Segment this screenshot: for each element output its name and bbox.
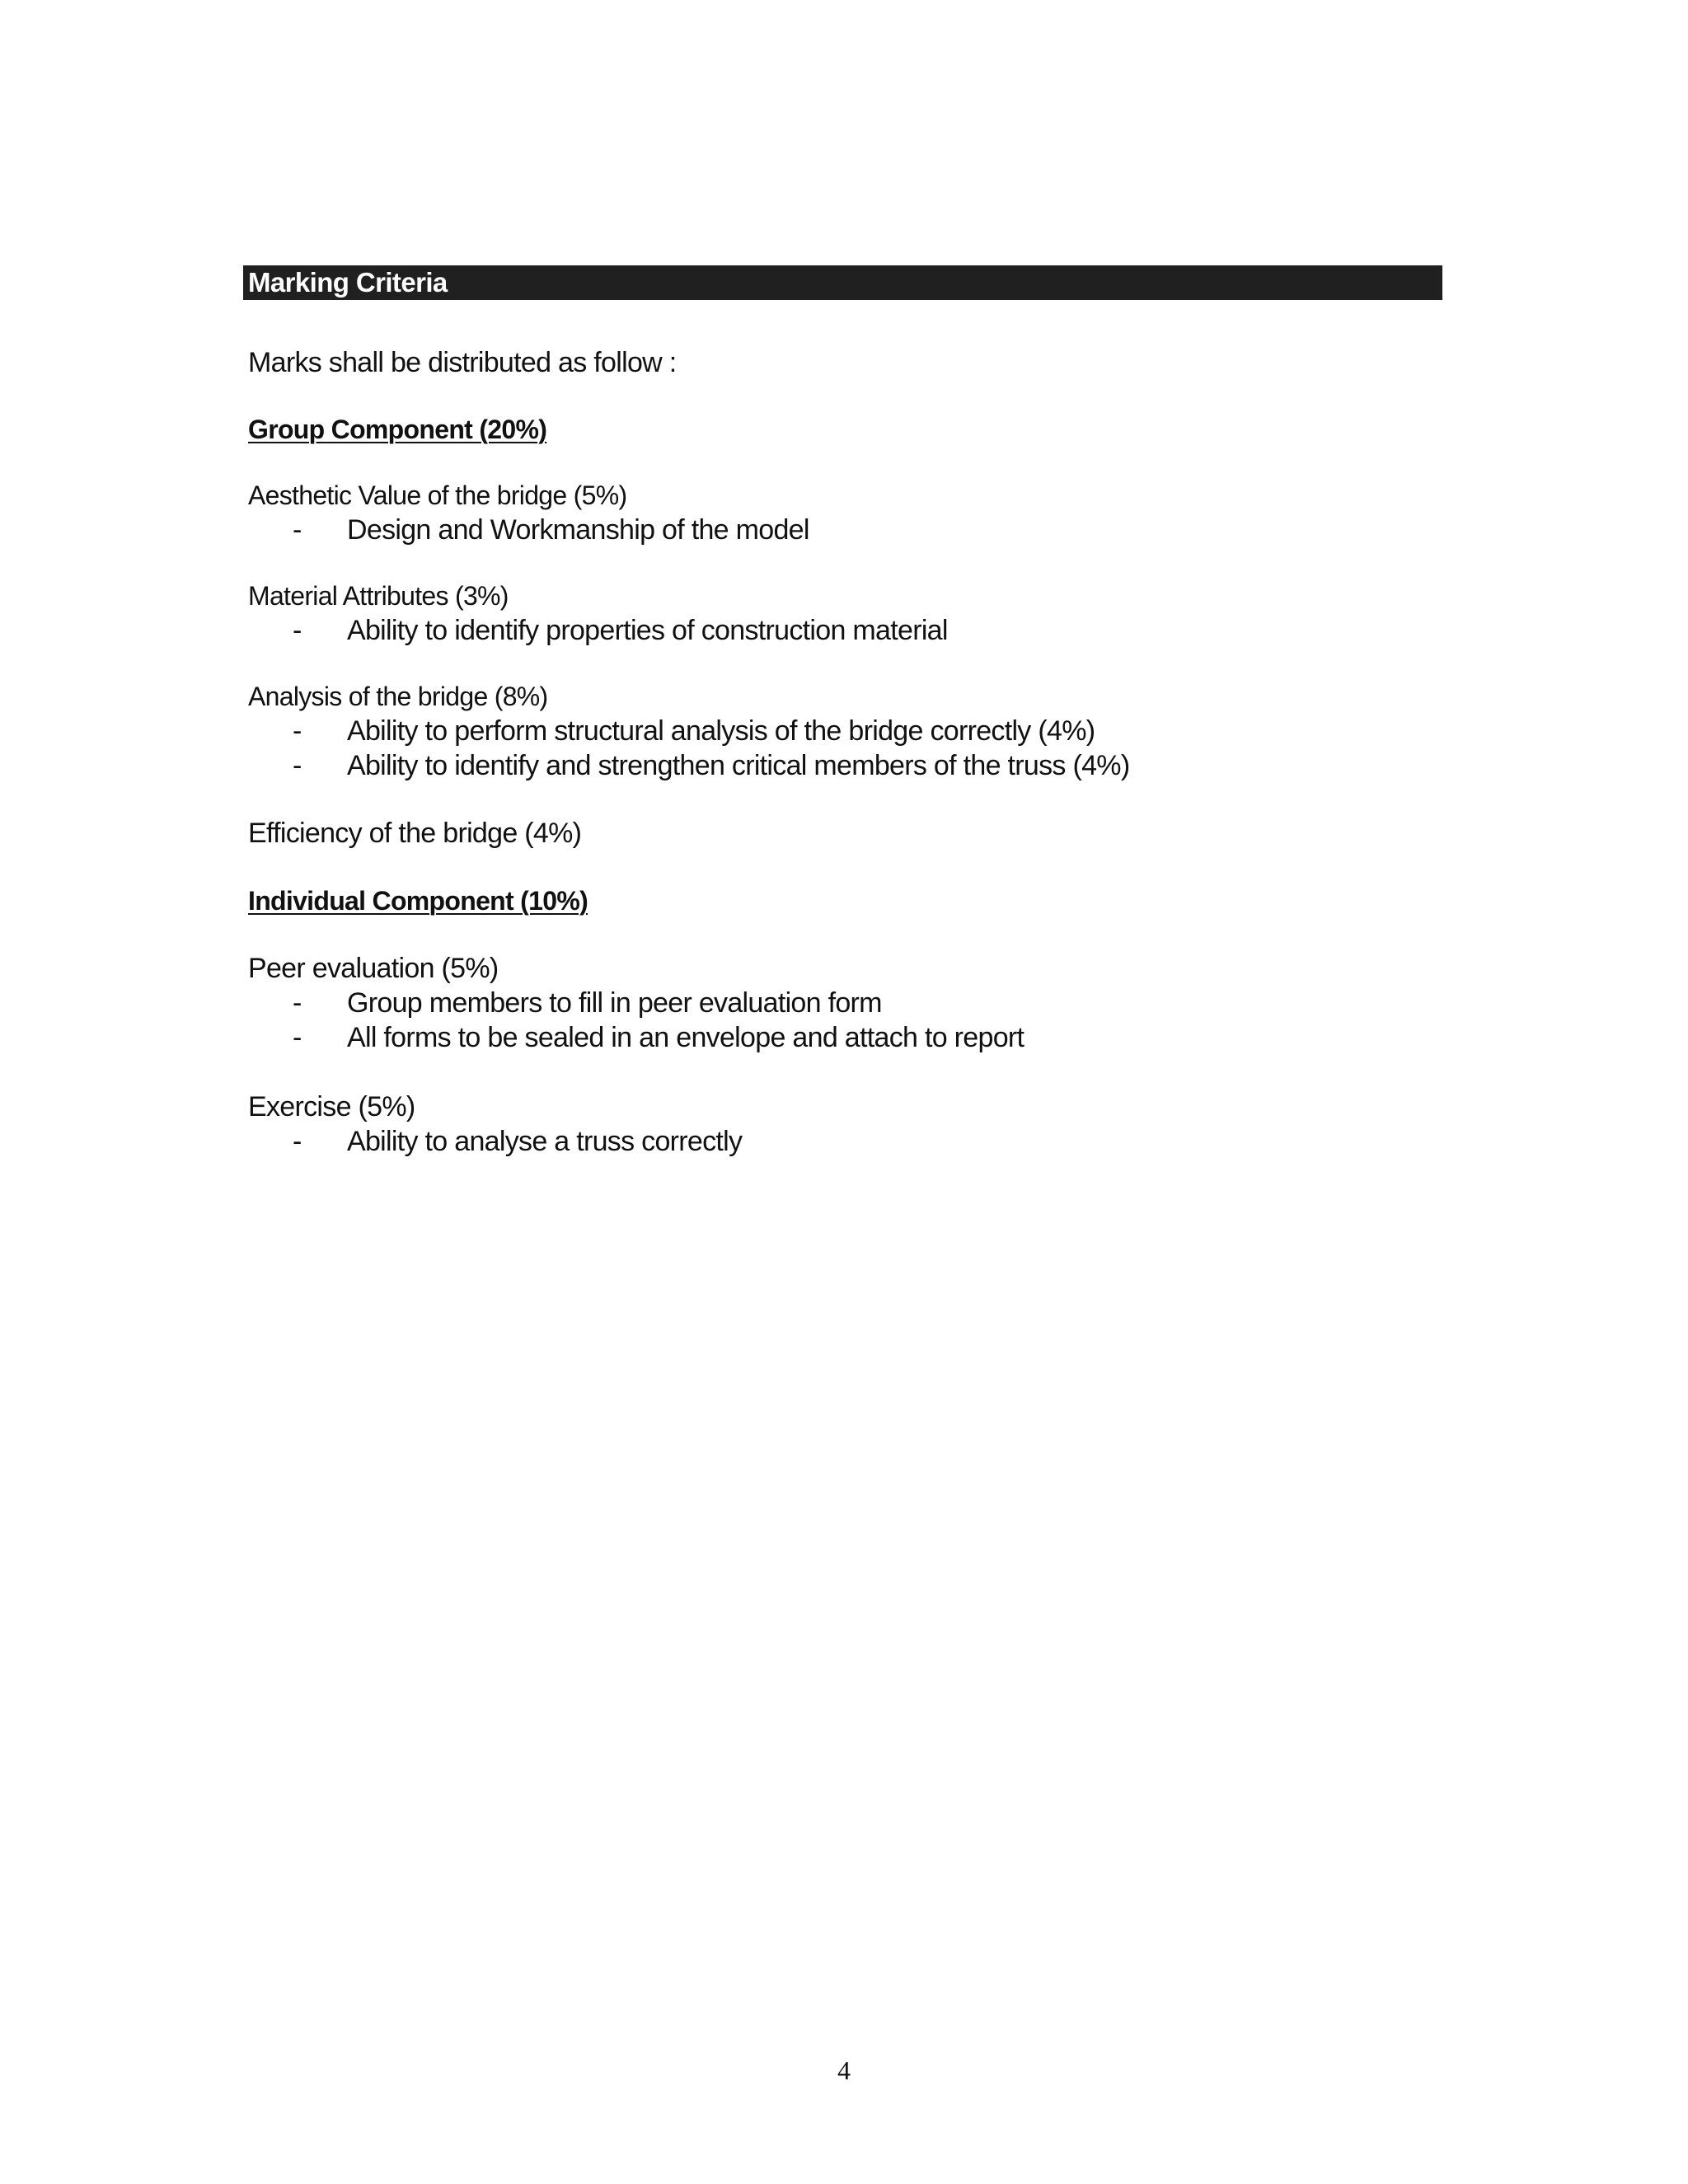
efficiency-title: Efficiency of the bridge (4%) bbox=[248, 818, 582, 849]
analysis-title: Analysis of the bridge (8%) bbox=[248, 682, 548, 711]
aesthetic-value-title: Aesthetic Value of the bridge (5%) bbox=[248, 480, 627, 510]
section-title-bar bbox=[243, 265, 1442, 300]
bullet-marker: - bbox=[293, 1126, 302, 1157]
bullet-marker: - bbox=[293, 615, 302, 646]
bullet-text: Ability to identify and strengthen critical members of the truss (4%) bbox=[347, 750, 1130, 781]
group-component-heading: Group Component (20%) bbox=[248, 415, 547, 444]
bullet-marker: - bbox=[293, 715, 302, 747]
individual-component-heading: Individual Component (10%) bbox=[248, 886, 588, 916]
bullet-text: All forms to be sealed in an envelope and attach to report bbox=[347, 1022, 1025, 1053]
bullet-text: Ability to perform structural analysis of the bridge correctly (4%) bbox=[347, 715, 1095, 747]
exercise-title: Exercise (5%) bbox=[248, 1091, 415, 1122]
bullet-text: Ability to identify properties of construction material bbox=[347, 615, 948, 646]
bullet-marker: - bbox=[293, 750, 302, 781]
peer-evaluation-title: Peer evaluation (5%) bbox=[248, 953, 499, 984]
bullet-text: Design and Workmanship of the model bbox=[347, 514, 809, 546]
intro-text: Marks shall be distributed as follow : bbox=[248, 347, 677, 378]
bullet-marker: - bbox=[293, 987, 302, 1019]
bullet-text: Ability to analyse a truss correctly bbox=[347, 1126, 743, 1157]
page-number: 4 bbox=[837, 2055, 851, 2085]
section-title: Marking Criteria bbox=[248, 267, 448, 298]
bullet-marker: - bbox=[293, 1022, 302, 1053]
bullet-text: Group members to fill in peer evaluation form bbox=[347, 987, 882, 1019]
bullet-marker: - bbox=[293, 514, 302, 546]
material-attributes-title: Material Attributes (3%) bbox=[248, 581, 509, 611]
